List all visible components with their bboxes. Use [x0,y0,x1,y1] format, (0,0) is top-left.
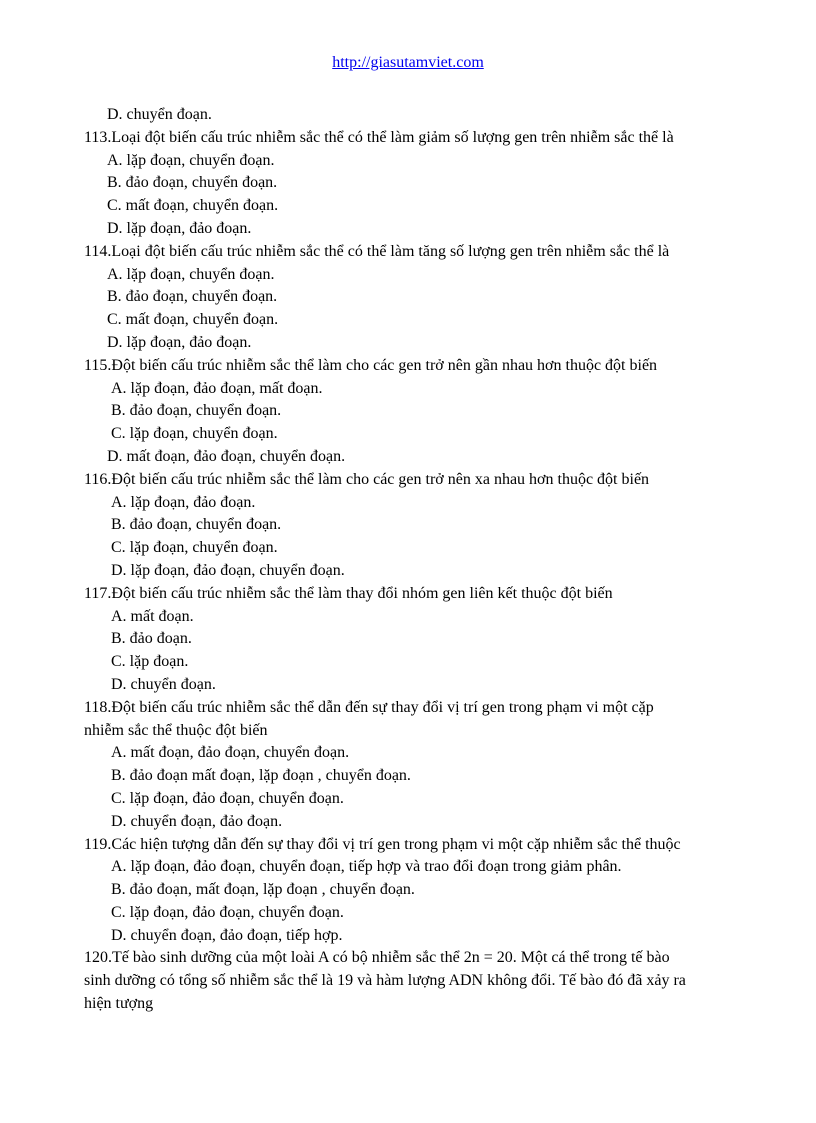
option-a: A. lặp đoạn, đảo đoạn. [111,493,256,511]
option-c: C. mất đoạn, chuyển đoạn. [107,197,279,215]
option-b: B. đảo đoạn, chuyển đoạn. [107,288,278,306]
question-114: 114.Loại đột biến cấu trúc nhiễm sắc thể có thể làm tăng số lượng gen trên nhiễm sắc thể là [84,242,670,260]
question-117: 117.Đột biến cấu trúc nhiễm sắc thể làm thay đổi nhóm gen liên kết thuộc đột biến [84,584,613,602]
option-a: A. mất đoạn, đảo đoạn, chuyển đoạn. [111,744,350,762]
question-118: 118.Đột biến cấu trúc nhiễm sắc thể dẫn đến sự thay đổi vị trí gen trong phạm vi một cặp [84,698,654,716]
option-d: D. lặp đoạn, đảo đoạn. [107,219,252,237]
option-c: C. lặp đoạn, đảo đoạn, chuyển đoạn. [111,903,344,921]
option-b: B. đảo đoạn, mất đoạn, lặp đoạn , chuyển đoạn. [111,881,415,899]
option-c: C. mất đoạn, chuyển đoạn. [107,311,279,329]
question-list [84,104,796,1016]
option-a: A. mất đoạn. [111,607,194,625]
option-d: D. chuyển đoạn. [111,675,216,693]
option-d: D. lặp đoạn, đảo đoạn. [107,333,252,351]
question-113: 113.Loại đột biến cấu trúc nhiễm sắc thể có thể làm giảm số lượng gen trên nhiễm sắc thể là [84,128,674,146]
option-c: C. lặp đoạn, đảo đoạn, chuyển đoạn. [111,789,344,807]
option-b: B. đảo đoạn. [111,630,192,648]
option-d: D. lặp đoạn, đảo đoạn, chuyển đoạn. [111,561,345,579]
option-d: D. chuyển đoạn, đảo đoạn, tiếp hợp. [111,926,343,944]
question-118-continued: nhiễm sắc thể thuộc đột biến [84,721,268,739]
option-b: B. đảo đoạn, chuyển đoạn. [111,516,282,534]
option-c: C. lặp đoạn. [111,653,189,671]
question-120: 120.Tế bào sinh dưỡng của một loài A có bộ nhiễm sắc thể 2n = 20. Một cá thể trong tế bào [84,949,670,967]
option-a: A. lặp đoạn, đảo đoạn, mất đoạn. [111,379,323,397]
option-b: B. đảo đoạn, chuyển đoạn. [111,402,282,420]
option-d: D. mất đoạn, đảo đoạn, chuyển đoạn. [107,447,346,465]
option-c: C. lặp đoạn, chuyển đoạn. [111,539,278,557]
option-c: C. lặp đoạn, chuyển đoạn. [111,425,278,443]
question-120-continued: sinh dưỡng có tổng số nhiễm sắc thể là 19 và hàm lượng ADN không đổi. Tế bào đó đã xảy ra [84,972,686,990]
header-link[interactable]: http://giasutamviet.com [332,54,484,71]
question-115: 115.Đột biến cấu trúc nhiễm sắc thể làm cho các gen trở nên gần nhau hơn thuộc đột biến [84,356,658,374]
option-b: B. đảo đoạn mất đoạn, lặp đoạn , chuyển đoạn. [111,767,411,785]
option-b: B. đảo đoạn, chuyển đoạn. [107,174,278,192]
option-d: D. chuyển đoạn, đảo đoạn. [111,812,283,830]
option-a: A. lặp đoạn, chuyển đoạn. [107,265,275,283]
option-d: D. chuyển đoạn. [107,106,212,123]
option-a: A. lặp đoạn, đảo đoạn, chuyển đoạn, tiếp hợp và trao đổi đoạn trong giảm phân. [111,858,622,876]
question-116: 116.Đột biến cấu trúc nhiễm sắc thể làm cho các gen trở nên xa nhau hơn thuộc đột biến [84,470,650,488]
question-119: 119.Các hiện tượng dẫn đến sự thay đổi vị trí gen trong phạm vi một cặp nhiễm sắc thể thuộc [84,835,681,853]
question-120-continued: hiện tượng [84,995,154,1013]
option-a: A. lặp đoạn, chuyển đoạn. [107,151,275,169]
